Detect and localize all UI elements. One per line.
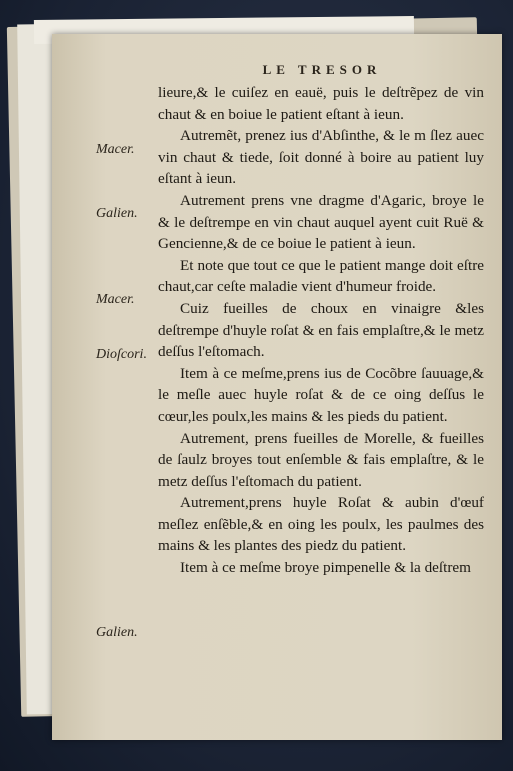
paragraph: lieure,& le cuiſez en eauë, puis le deſtrẽpez de vin chaut & en boiue le patient eſtant à ieun.	[158, 84, 484, 123]
paragraph: Autrement prens vne dragme d'Agaric, broye le & le deſtrempe en vin chaut auquel ayent cuit Ruë & Gencienne,& de ce boiue le patient à ieun.	[158, 191, 484, 253]
paragraph: Et note que tout ce que le patient mange doit eſtre chaut,car ceſte maladie vient d'humeur froide.	[158, 256, 484, 296]
paragraph: Autrement, prens fueilles de Morelle, & fueilles de ſaulz broyes tout enſemble & fais emplaſtre, & le metz deſſus l'eſtomach du patient.	[158, 429, 484, 490]
paragraph: Cuiz fueilles de choux en vinaigre &les deſtrempe d'huyle roſat & en fais emplaſtre,& le metz deſſus l'eſtomach.	[158, 299, 484, 361]
paragraph: Item à ce meſme broye pimpenelle & la deſtrem	[180, 559, 471, 577]
book-page	[52, 34, 502, 740]
paragraph: Autrement,prens huyle Roſat & aubin d'œuf meſlez enſẽble,& en oing les poulx, les paulmes des mains & les plantes des piedz du patient.	[158, 494, 484, 555]
paragraph: Item à ce meſme,prens ius de Cocõbre ſauuage,& le meſle auec huyle roſat & de ce oing deſſus le cœur,les poulx,les mains & les pieds du patient.	[158, 364, 484, 425]
margin-note-galien: Galien.	[96, 206, 138, 221]
margin-note-dioscori: Dioſcori.	[96, 347, 147, 362]
margin-note-macer-2: Macer.	[96, 292, 135, 307]
running-head: LE TRESOR	[262, 62, 382, 77]
body-text	[158, 82, 484, 579]
margin-note-galien-2: Galien.	[96, 625, 138, 640]
margin-note-macer: Macer.	[96, 142, 135, 157]
paragraph: Autremẽt, prenez ius d'Abſinthe, & le m ſlez auec vin chaut & tiede, ſoit donné à boire au patient luy eſtant à ieun.	[158, 127, 484, 188]
